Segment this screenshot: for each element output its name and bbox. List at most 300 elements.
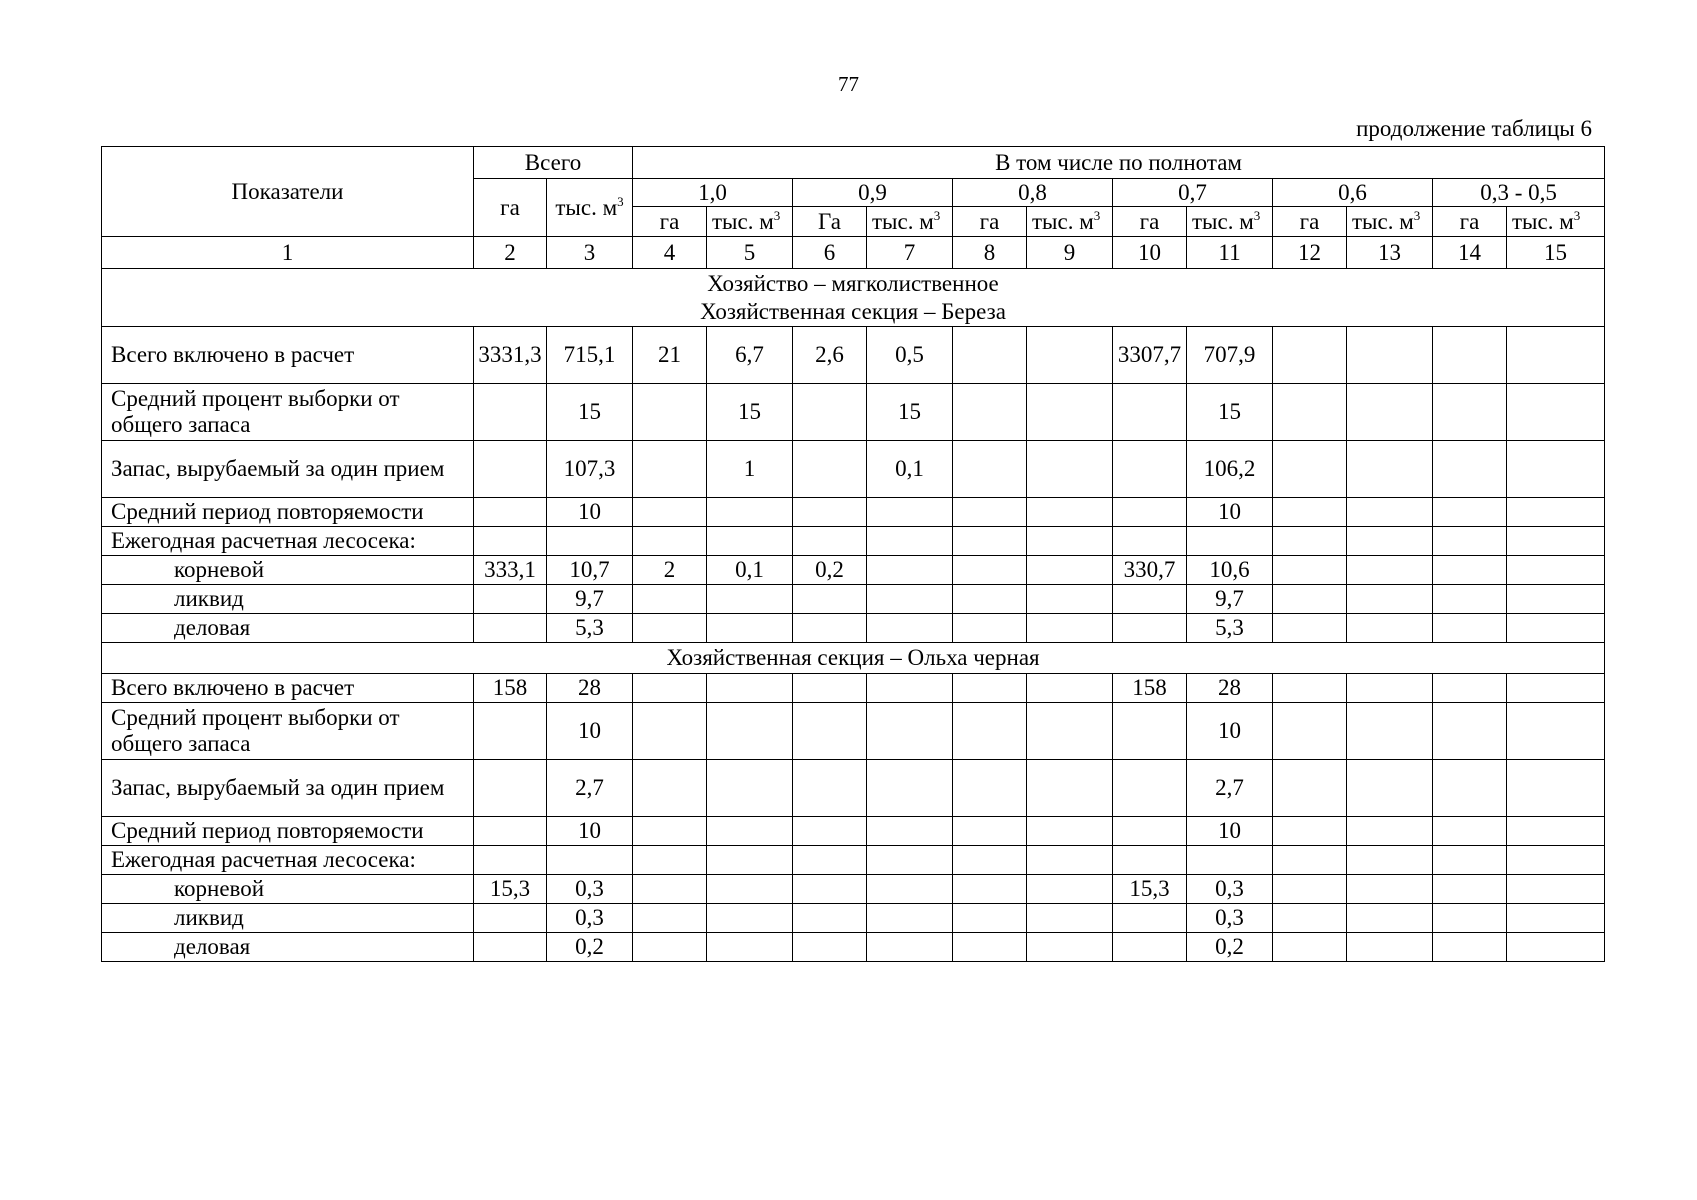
table-cell: 10,7: [547, 556, 633, 585]
page-number: 77: [838, 72, 859, 96]
table-cell: [1027, 674, 1113, 703]
column-number: 5: [707, 237, 793, 269]
row-label: Всего включено в расчет: [102, 327, 474, 384]
table-cell: [1433, 674, 1507, 703]
table-cell: [793, 527, 867, 556]
table-cell: [1273, 327, 1347, 384]
table-cell: [953, 498, 1027, 527]
table-cell: [707, 585, 793, 614]
table-row: [102, 817, 1605, 846]
table-cell: [1507, 875, 1605, 904]
table-cell: 0,3: [1187, 904, 1273, 933]
table-cell: [1347, 556, 1433, 585]
table-cell: 9,7: [1187, 585, 1273, 614]
row-label: Средний период повторяемости: [102, 498, 474, 527]
table-cell: 106,2: [1187, 441, 1273, 498]
table-cell: [953, 817, 1027, 846]
table-cell: [707, 760, 793, 817]
table-cell: [1113, 846, 1187, 875]
table-cell: [867, 875, 953, 904]
table-cell: 10: [1187, 817, 1273, 846]
column-number: 12: [1273, 237, 1347, 269]
table-cell: [474, 441, 547, 498]
table-cell: 333,1: [474, 556, 547, 585]
table-cell: 158: [474, 674, 547, 703]
column-number: 3: [547, 237, 633, 269]
table-cell: [1113, 527, 1187, 556]
table-cell: 0,3: [1187, 875, 1273, 904]
table-cell: [474, 933, 547, 962]
table-cell: 107,3: [547, 441, 633, 498]
table-cell: [633, 933, 707, 962]
table-cell: [1347, 384, 1433, 441]
table-cell: [1347, 498, 1433, 527]
row-label: Ежегодная расчетная лесосека:: [102, 846, 474, 875]
table-cell: [1273, 817, 1347, 846]
table-cell: [1113, 933, 1187, 962]
table-cell: [707, 846, 793, 875]
table-row: [102, 875, 1605, 904]
table-cell: [1347, 674, 1433, 703]
row-label: корневой: [102, 875, 474, 904]
table-cell: [1433, 585, 1507, 614]
table-cell: [1347, 904, 1433, 933]
density-label: 0,9: [793, 179, 953, 207]
table-cell: [953, 703, 1027, 760]
table-row: [102, 846, 1605, 875]
table-cell: 15,3: [1113, 875, 1187, 904]
table-cell: [867, 817, 953, 846]
table-cell: 0,1: [707, 556, 793, 585]
table-row: [102, 904, 1605, 933]
table-cell: [1273, 904, 1347, 933]
table-row: [102, 556, 1605, 585]
table-cell: [1347, 703, 1433, 760]
table-row: [102, 527, 1605, 556]
column-number: 2: [474, 237, 547, 269]
table-cell: [1347, 817, 1433, 846]
table-cell: 0,2: [1187, 933, 1273, 962]
table-cell: [1507, 817, 1605, 846]
table-cell: 158: [1113, 674, 1187, 703]
column-number: 13: [1347, 237, 1433, 269]
table-cell: [474, 527, 547, 556]
table-cell: [1027, 441, 1113, 498]
subheader-volume: тыс. $м^3$: [1507, 207, 1605, 237]
subheader-volume: тыс. $м^3$: [1187, 207, 1273, 237]
table-cell: 15: [547, 384, 633, 441]
density-label: 0,3 - 0,5: [1433, 179, 1605, 207]
density-label: 1,0: [633, 179, 793, 207]
table-cell: [474, 498, 547, 527]
table-cell: [953, 441, 1027, 498]
table-cell: [633, 527, 707, 556]
table-cell: [1433, 614, 1507, 643]
column-number: 4: [633, 237, 707, 269]
table-cell: 0,2: [793, 556, 867, 585]
table-row: [102, 585, 1605, 614]
table-cell: 9,7: [547, 585, 633, 614]
table-cell: 5,3: [547, 614, 633, 643]
table-cell: [867, 614, 953, 643]
table-cell: [1273, 556, 1347, 585]
table-cell: [867, 498, 953, 527]
table-cell: [953, 585, 1027, 614]
table-cell: 1: [707, 441, 793, 498]
table-cell: [1347, 585, 1433, 614]
table-cell: [1113, 760, 1187, 817]
table-cell: 0,1: [867, 441, 953, 498]
table-cell: 0,5: [867, 327, 953, 384]
table-cell: [793, 384, 867, 441]
table-cell: [793, 585, 867, 614]
table-cell: [953, 846, 1027, 875]
subheader-volume: тыс. $м^3$: [1347, 207, 1433, 237]
header-total: Всего: [474, 147, 633, 179]
table-cell: [707, 498, 793, 527]
table-cell: [1027, 875, 1113, 904]
table-cell: [1273, 441, 1347, 498]
column-number: 8: [953, 237, 1027, 269]
row-label: Средний процент выборки от общего запаса: [102, 703, 474, 760]
table-cell: [1113, 441, 1187, 498]
table-cell: [1433, 556, 1507, 585]
column-number: 6: [793, 237, 867, 269]
table-cell: [633, 703, 707, 760]
table-cell: [953, 933, 1027, 962]
column-number: 9: [1027, 237, 1113, 269]
row-label: деловая: [102, 614, 474, 643]
table-cell: 15: [1187, 384, 1273, 441]
table-cell: [1027, 498, 1113, 527]
table-cell: [793, 846, 867, 875]
table-cell: 10: [547, 498, 633, 527]
table-cell: [1273, 498, 1347, 527]
table-cell: [1507, 441, 1605, 498]
table-cell: [474, 817, 547, 846]
table-cell: [1027, 703, 1113, 760]
column-number: 10: [1113, 237, 1187, 269]
table-cell: [1347, 614, 1433, 643]
table-cell: [953, 527, 1027, 556]
table-cell: [1113, 614, 1187, 643]
table-cell: [1433, 875, 1507, 904]
section-title-text: Хозяйственная секция – Береза: [700, 298, 1006, 324]
row-label: корневой: [102, 556, 474, 585]
table-cell: [707, 703, 793, 760]
row-label: Ежегодная расчетная лесосека:: [102, 527, 474, 556]
column-number: 7: [867, 237, 953, 269]
section-title: Хозяйственная секция – Ольха черная: [102, 643, 1605, 674]
table-row: [102, 703, 1605, 760]
table-cell: [633, 498, 707, 527]
table-cell: [793, 760, 867, 817]
table-cell: [1347, 327, 1433, 384]
table-cell: 2,6: [793, 327, 867, 384]
table-cell: [1113, 498, 1187, 527]
table-cell: 5,3: [1187, 614, 1273, 643]
table-cell: [707, 817, 793, 846]
table-cell: [793, 817, 867, 846]
table-cell: [1507, 674, 1605, 703]
density-label: 0,7: [1113, 179, 1273, 207]
table-cell: [1273, 614, 1347, 643]
table-cell: [707, 614, 793, 643]
table-cell: [1507, 327, 1605, 384]
table-cell: [1273, 875, 1347, 904]
table-cell: [867, 760, 953, 817]
row-label: Всего включено в расчет: [102, 674, 474, 703]
table-row: [102, 614, 1605, 643]
row-label: Средний период повторяемости: [102, 817, 474, 846]
table-cell: [1507, 614, 1605, 643]
table-cell: [1027, 846, 1113, 875]
table-cell: [1433, 703, 1507, 760]
table-cell: [867, 674, 953, 703]
table-row: [102, 384, 1605, 441]
table-cell: [1433, 441, 1507, 498]
table-cell: [474, 384, 547, 441]
table-cell: [1113, 817, 1187, 846]
table-cell: [633, 441, 707, 498]
table-cell: [1507, 556, 1605, 585]
subheader-volume: тыс. $м^3$: [867, 207, 953, 237]
row-label: Средний процент выборки от общего запаса: [102, 384, 474, 441]
subheader-ha: Га: [793, 207, 867, 237]
table-cell: 10: [547, 817, 633, 846]
table-cell: [1347, 933, 1433, 962]
table-caption: продолжение таблицы 6: [1356, 116, 1592, 141]
table-cell: [633, 875, 707, 904]
table-cell: [474, 904, 547, 933]
table-cell: 330,7: [1113, 556, 1187, 585]
subheader-ha: га: [1113, 207, 1187, 237]
table-cell: 3331,3: [474, 327, 547, 384]
column-number: 15: [1507, 237, 1605, 269]
table-cell: [1273, 674, 1347, 703]
table-cell: [1433, 527, 1507, 556]
table-cell: [1113, 384, 1187, 441]
table-cell: [867, 585, 953, 614]
table-row: [102, 674, 1605, 703]
table-cell: [1507, 846, 1605, 875]
table-cell: [953, 384, 1027, 441]
table-cell: [547, 527, 633, 556]
subheader-ha: га: [1273, 207, 1347, 237]
table-cell: 10: [1187, 703, 1273, 760]
table-cell: [1433, 327, 1507, 384]
table-cell: [953, 614, 1027, 643]
table-row: [102, 933, 1605, 962]
table-cell: 707,9: [1187, 327, 1273, 384]
table-cell: 28: [1187, 674, 1273, 703]
row-label: деловая: [102, 933, 474, 962]
table-cell: [633, 585, 707, 614]
table-cell: [793, 703, 867, 760]
row-label: Запас, вырубаемый за один прием: [102, 441, 474, 498]
table-cell: 2: [633, 556, 707, 585]
table-cell: [867, 933, 953, 962]
table-cell: [1507, 703, 1605, 760]
table-cell: [1027, 614, 1113, 643]
table-cell: [474, 703, 547, 760]
table-cell: [867, 904, 953, 933]
section-title: [102, 269, 1605, 327]
table-cell: [633, 384, 707, 441]
table-cell: [793, 904, 867, 933]
table-cell: [793, 875, 867, 904]
table-cell: 15,3: [474, 875, 547, 904]
table-cell: [633, 614, 707, 643]
table-cell: 0,3: [547, 875, 633, 904]
table-row: [102, 760, 1605, 817]
subheader-volume: тыс. $м^3$: [707, 207, 793, 237]
subheader-ha: га: [633, 207, 707, 237]
table-cell: [1273, 933, 1347, 962]
column-number: 11: [1187, 237, 1273, 269]
table-cell: [1347, 846, 1433, 875]
table-cell: [867, 527, 953, 556]
table-cell: [1027, 527, 1113, 556]
table-cell: [1347, 527, 1433, 556]
table-cell: [633, 817, 707, 846]
table-cell: [953, 556, 1027, 585]
table-cell: 715,1: [547, 327, 633, 384]
table-cell: 0,3: [547, 904, 633, 933]
header-indicators: Показатели: [102, 147, 474, 237]
row-label: ликвид: [102, 585, 474, 614]
table-row: [102, 327, 1605, 384]
table-cell: 3307,7: [1113, 327, 1187, 384]
table-cell: [1507, 760, 1605, 817]
table-cell: [1433, 904, 1507, 933]
table-cell: [1027, 933, 1113, 962]
table-cell: [1187, 846, 1273, 875]
table-cell: [1273, 760, 1347, 817]
table-cell: 2,7: [547, 760, 633, 817]
table-cell: [707, 933, 793, 962]
table-cell: [474, 585, 547, 614]
table-cell: [1433, 933, 1507, 962]
table-cell: [1027, 817, 1113, 846]
table-cell: 6,7: [707, 327, 793, 384]
table-cell: [1433, 384, 1507, 441]
table-cell: [1027, 556, 1113, 585]
table-cell: [474, 846, 547, 875]
table-cell: 2,7: [1187, 760, 1273, 817]
table-cell: [633, 674, 707, 703]
density-label: 0,8: [953, 179, 1113, 207]
table-cell: [1347, 875, 1433, 904]
table-cell: [1507, 585, 1605, 614]
forest-table: [101, 146, 1605, 962]
table-cell: 10: [547, 703, 633, 760]
table-cell: [707, 527, 793, 556]
table-cell: [474, 614, 547, 643]
table-cell: [867, 556, 953, 585]
table-cell: 28: [547, 674, 633, 703]
table-cell: [1113, 585, 1187, 614]
table-cell: [1187, 527, 1273, 556]
table-row: [102, 498, 1605, 527]
table-cell: 21: [633, 327, 707, 384]
column-number: 1: [102, 237, 474, 269]
column-number: 14: [1433, 237, 1507, 269]
table-cell: [793, 498, 867, 527]
table-cell: [707, 674, 793, 703]
header-by-density: В том числе по полнотам: [633, 147, 1605, 179]
table-cell: [1273, 585, 1347, 614]
table-cell: [953, 875, 1027, 904]
table-cell: [633, 846, 707, 875]
table-cell: [953, 327, 1027, 384]
row-label: Запас, вырубаемый за один прием: [102, 760, 474, 817]
header-total-ha: га: [474, 179, 547, 237]
table-cell: [1027, 904, 1113, 933]
table-cell: [1347, 441, 1433, 498]
table-cell: [474, 760, 547, 817]
table-cell: [1273, 703, 1347, 760]
table-cell: [1507, 498, 1605, 527]
table-cell: [1347, 760, 1433, 817]
table-cell: [953, 674, 1027, 703]
table-cell: [1507, 384, 1605, 441]
table-cell: [1027, 585, 1113, 614]
table-cell: [1433, 498, 1507, 527]
farm-title: Хозяйство – мягколиственное: [707, 270, 999, 296]
table-cell: [867, 703, 953, 760]
table-cell: [1433, 846, 1507, 875]
table-cell: [793, 441, 867, 498]
table-cell: 10: [1187, 498, 1273, 527]
table-cell: [953, 904, 1027, 933]
table-cell: [867, 846, 953, 875]
table-cell: [633, 904, 707, 933]
table-cell: [707, 875, 793, 904]
header-total-volume: тыс. $м^3$: [547, 179, 633, 237]
table-cell: [1027, 327, 1113, 384]
table-cell: [707, 904, 793, 933]
table-cell: [1273, 384, 1347, 441]
table-cell: [1027, 384, 1113, 441]
table-cell: 10,6: [1187, 556, 1273, 585]
table-cell: [1433, 760, 1507, 817]
row-label: ликвид: [102, 904, 474, 933]
table-cell: [1113, 703, 1187, 760]
table-cell: [793, 614, 867, 643]
table-cell: [633, 760, 707, 817]
table-cell: [953, 760, 1027, 817]
table-cell: 15: [707, 384, 793, 441]
table-row: [102, 441, 1605, 498]
table-cell: 0,2: [547, 933, 633, 962]
density-label: 0,6: [1273, 179, 1433, 207]
table-cell: [1273, 527, 1347, 556]
table-cell: [793, 933, 867, 962]
table-cell: [1273, 846, 1347, 875]
table-cell: [547, 846, 633, 875]
subheader-volume: тыс. $м^3$: [1027, 207, 1113, 237]
table-cell: [1113, 904, 1187, 933]
subheader-ha: га: [953, 207, 1027, 237]
table-cell: [1433, 817, 1507, 846]
table-cell: [1507, 527, 1605, 556]
table-cell: 15: [867, 384, 953, 441]
table-cell: [1507, 933, 1605, 962]
subheader-ha: га: [1433, 207, 1507, 237]
table-cell: [1027, 760, 1113, 817]
table-cell: [793, 674, 867, 703]
